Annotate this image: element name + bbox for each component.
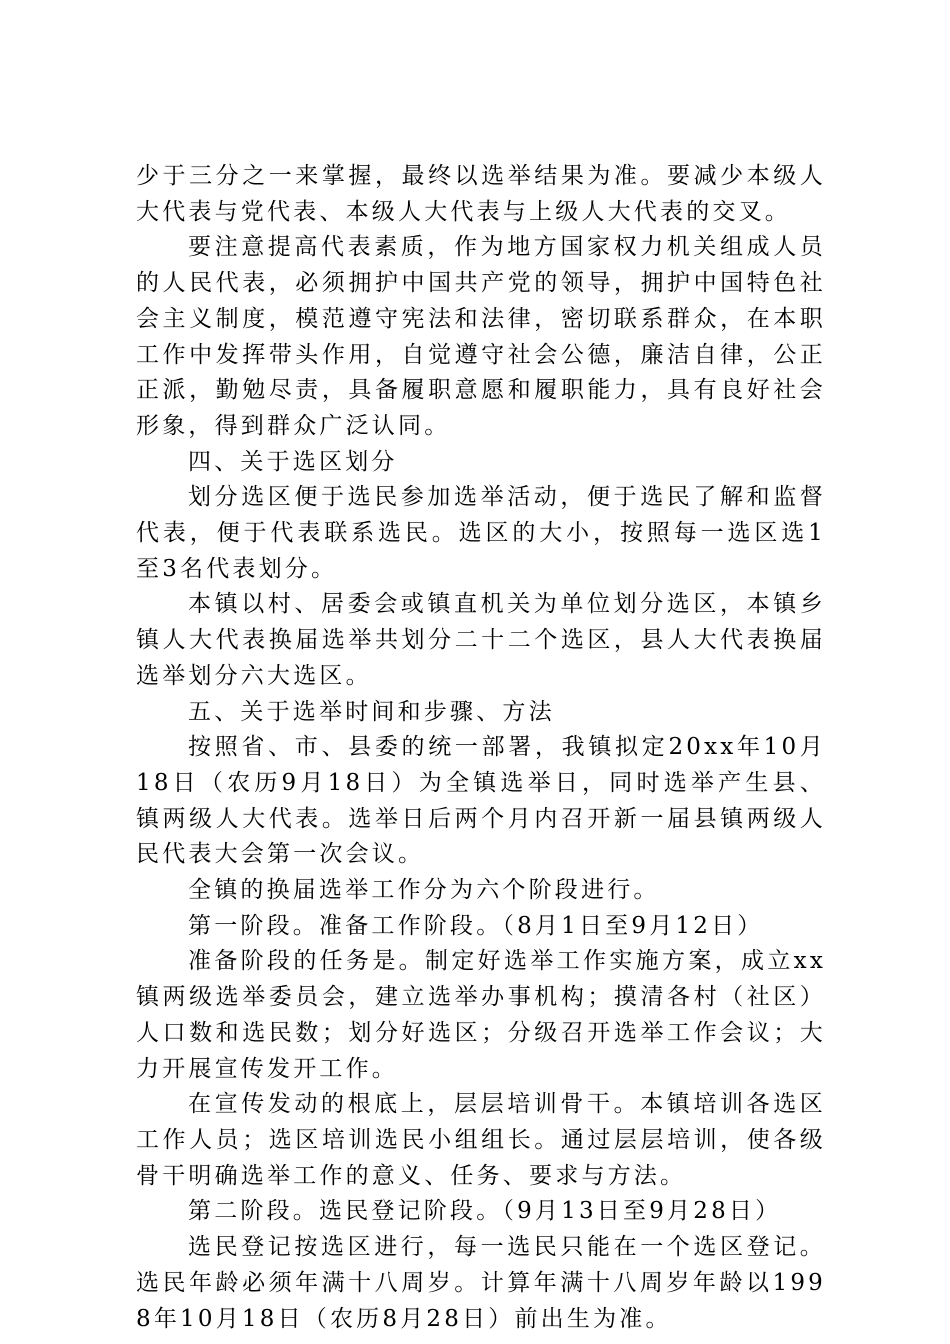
document-body	[136, 159, 826, 1337]
paragraph: 选民登记按选区进行，每一选民只能在一个选区登记。选民年龄必须年满十八周岁。计算年满十八周岁年龄以1998年10月18日（农历8月28日）前出生为准。	[136, 1234, 826, 1332]
section-heading: 四、关于选区划分	[188, 448, 398, 475]
stage-heading: 第一阶段。准备工作阶段。（8月1日至9月12日）	[188, 912, 764, 939]
stage-heading: 第二阶段。选民登记阶段。（9月13日至9月28日）	[188, 1198, 782, 1225]
paragraph: 少于三分之一来掌握，最终以选举结果为准。要减少本级人大代表与党代表、本级人大代表与上级人大代表的交叉。	[136, 163, 826, 225]
paragraph: 在宣传发动的根底上，层层培训骨干。本镇培训各选区工作人员；选区培训选民小组组长。通过层层培训，使各级骨干明确选举工作的意义、任务、要求与方法。	[136, 1091, 826, 1189]
paragraph: 要注意提高代表素质，作为地方国家权力机关组成人员的人民代表，必须拥护中国共产党的领导，拥护中国特色社会主义制度，模范遵守宪法和法律，密切联系群众，在本职工作中发挥带头作用，自觉遵守社会公德，廉洁自律，公正正派，勤勉尽责，具备履职意愿和履职能力，具有良好社会形象，得到群众广泛认同。	[136, 234, 826, 439]
paragraph: 本镇以村、居委会或镇直机关为单位划分选区，本镇乡镇人大代表换届选举共划分二十二个选区，县人大代表换届选举划分六大选区。	[136, 591, 826, 689]
paragraph: 划分选区便于选民参加选举活动，便于选民了解和监督代表，便于代表联系选民。选区的大小，按照每一选区选1至3名代表划分。	[136, 484, 826, 582]
paragraph: 全镇的换届选举工作分为六个阶段进行。	[188, 877, 660, 904]
paragraph: 按照省、市、县委的统一部署，我镇拟定20xx年10月18日（农历9月18日）为全镇选举日，同时选举产生县、镇两级人大代表。选举日后两个月内召开新一届县镇两级人民代表大会第一次会议。	[136, 734, 826, 868]
section-heading: 五、关于选举时间和步骤、方法	[188, 698, 555, 725]
paragraph: 准备阶段的任务是。制定好选举工作实施方案，成立xx镇两级选举委员会，建立选举办事机构；摸清各村（社区）人口数和选民数；划分好选区；分级召开选举工作会议；大力开展宣传发开工作。	[136, 948, 826, 1082]
